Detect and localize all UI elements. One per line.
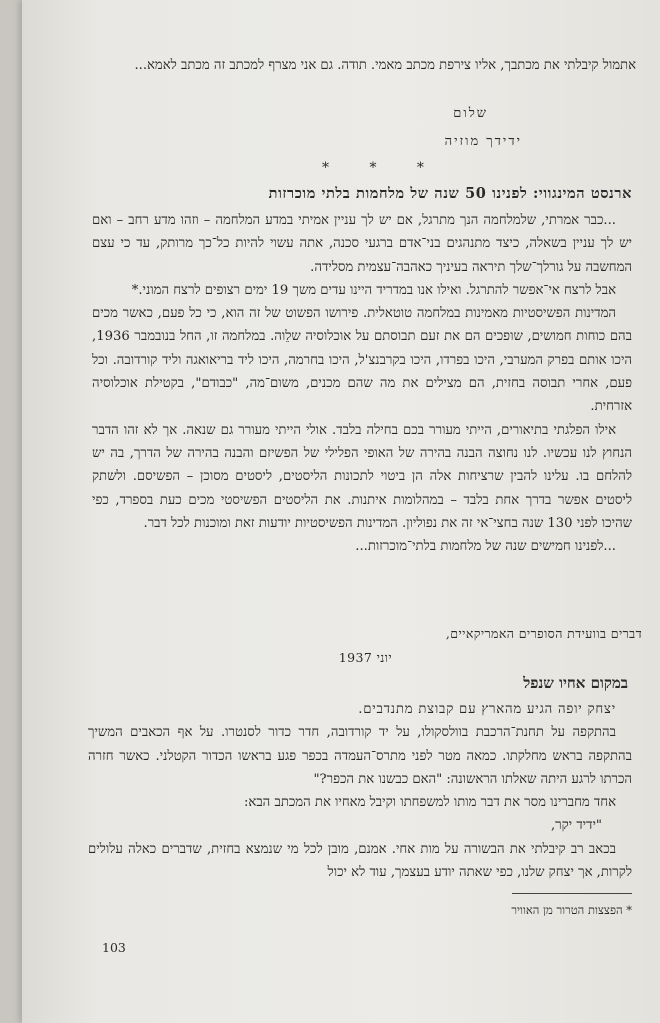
letter-signoff [382, 100, 522, 156]
essay-paragraph: אילו הפלגתי בתיאורים, הייתי מעורר בכם בחילה בלבד. אולי הייתי מעורר גם שנאה. אך לא זהו הדבר הנחוץ לנו עכשיו. לנו נחוצה הבנה בהירה של האופי הפלילי של הפשיזם והבנה בהירה של הדרך, בה יש להלחם בו. עלינו להבין שרציחות אלה הן ביטוי לתכונות הליסטים, ליסטים מסוכן – הפשיסם. ולשתק ליסטים אפשר בדרך אחת בלבד – במהלומות איתנות. את הליסטים הפשיסטי מכים כעת בספרד, כפי שהיכו לפני 130 שנה בחצי־אי זה את נפוליון. המדינות הפשיסטיות יודעות זאת ומוכנות לכל דבר. [92, 422, 632, 531]
essay-paragraph: המדינות הפשיסטיות מאמינות במלחמה טוטאלית. פירושו הפשוט של זה הוא, כי כל פעם, כאשר מכים בהם כוחות חמושים, שופכים הם את זעם תבוסתם על אוכלוסיה שלֵוה. במלחמה זו, החל בנובמבר 1936, היכו אותם בפרק המערבי, היכו בפרדו, היכו בקרבנצ'ל, היכו בחרמה, היכו ליד בריאואגה וליד קורדובה. וכל פעם, אחרי תבוסה בחזית, הם מצילים את מה שהם מכנים, משום־מה, "כבודם", בקטילת אוכלוסיה אזרחית. [92, 306, 632, 415]
essay-paragraph: ...כבר אמרתי, שלמלחמה הנך מתרגל, אם יש לך עניין אמיתי במדע המלחמה – וזהו מדע רחב – ואם יש לך עניין בשאלה, כיצד מתנהגים בני־אדם ברגעי סכנה, אתה עשוי להיות כל־כך מרותק, עד כי עצם המחשבה על גורלך־שלך תיראה בעיניך כאהבה־עצמית מסלידה. [92, 213, 632, 275]
section-paragraph: בהתקפה על תחנת־הרכבת בוולסקולו, על יד קורדובה, חדר כדור לסנטרו. על אף הכאבים המשיך בהתקפה בראש מחלקתו. כמאה מטר לפני מתרס־העמדה בכפר פגע בראשו הכדור הקטלני. כאשר חזרה הכרתו לרגע היתה שאלתו הראשונה: "האם כבשנו את הכפר?" [88, 725, 632, 787]
page-number: 103 [102, 940, 126, 955]
book-page [22, 0, 660, 1023]
section-body [88, 698, 632, 884]
letter-closing: שלום [453, 106, 488, 121]
section-paragraph: אחד מחברינו מסר את דבר מותו למשפחתו וקיבל מאחיו את המכתב הבא: [243, 795, 616, 811]
essay-paragraph: אבל לרצח אי־אפשר להתרגל. ואילו אנו במדריד היינו עדים משך 19 ימים רצופים לרצח המוני.* [131, 282, 616, 298]
essay-closing-line: ...לפנינו חמישים שנה של מלחמות בלתי־מוכרזות... [355, 539, 616, 555]
essay-source [322, 622, 642, 670]
section-separator: * * * [322, 160, 442, 176]
essay-body [92, 209, 632, 558]
letter-salutation: "ידיד יקר, [550, 818, 602, 834]
essay-source-text: דברים בוועידת הסופרים האמריקאיים, [445, 626, 642, 641]
letter-signature: ידידך מוזיה [444, 134, 522, 149]
footnote: * הפצצות הטרור מן האוויר [511, 903, 632, 917]
letter-text [112, 54, 652, 77]
footnote-divider [512, 893, 632, 894]
section-paragraph: בכאב רב קיבלתי את הבשורה על מות אחי. אמנם, מובן לכל מי שנמצא בחזית, שדברים כאלה עלולים לקרות, אך יצחק שלנו, כפי שאתה יודע בעצמך, עוד לא יכול [88, 841, 632, 881]
essay-date: יוני 1937 [338, 650, 392, 665]
essay-title: ארנסט המינגווי: לפנינו 50 שנה של מלחמות בלתי מוכרזות [268, 185, 632, 202]
letter-paragraph: אתמול קיבלתי את מכתבך, אליו צירפת מכתב מאמי. תודה. גם אני מצרף למכתב זה מכתב לאמא... [134, 58, 636, 73]
section-paragraph: יצחק יופה הגיע מהארץ עם קבוצת מתנדבים. [358, 702, 616, 717]
section-title: במקום אחיו שנפל [523, 674, 628, 692]
